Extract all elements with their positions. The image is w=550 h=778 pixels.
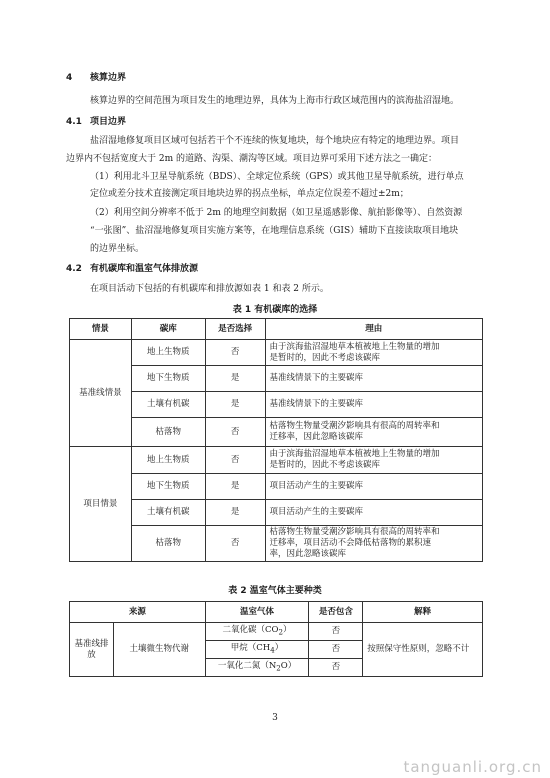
section-number: 4.1 — [66, 117, 82, 127]
table2 — [69, 601, 483, 677]
p42-paragraph: 在项目活动下包括的有机碳库和排放源如表 1 和表 2 所示。 — [90, 284, 329, 294]
p41-line: 定位或差分技术直接测定项目地块边界的拐点坐标，单点定位误差不超过±2m； — [90, 189, 409, 199]
reason-line: 由于滨海盐沼湿地草本植被地上生物量的增加 — [269, 449, 440, 459]
table2-header-cell: 解释 — [363, 602, 483, 623]
table-row — [70, 366, 483, 392]
reason-line: 迁移率，因此忽略该碳库 — [269, 432, 364, 442]
gas-cell — [205, 623, 309, 641]
reason-cell — [265, 447, 482, 474]
table-row — [70, 392, 483, 418]
reason-line: 是暂时的，因此不考虑该碳库 — [269, 460, 381, 470]
table-row — [70, 447, 483, 474]
include-cell: 否 — [309, 641, 363, 659]
watermark: tanguanli.org.cn — [403, 758, 542, 776]
pool-cell: 地上生物质 — [131, 447, 205, 474]
reason-line: 率，因此忽略该碳库 — [269, 549, 347, 559]
pool-cell: 地下生物质 — [131, 474, 205, 500]
gas-subscript: 4 — [270, 645, 275, 655]
table-row — [70, 340, 483, 366]
select-cell: 是 — [205, 500, 265, 526]
section-number: 4.2 — [66, 264, 82, 274]
pool-cell: 土壤有机碳 — [131, 500, 205, 526]
p41-line: 的边界坐标。 — [90, 244, 145, 254]
table2-caption: 表 2 温室气体主要种类 — [228, 586, 322, 596]
gas-cell — [205, 659, 309, 677]
reason-line: 迁移率，项目活动不会降低枯落物的累积速 — [269, 538, 432, 548]
scenario-cell: 基准线情景 — [70, 340, 132, 447]
select-cell: 否 — [205, 526, 265, 562]
reason-cell: 项目活动产生的主要碳库 — [265, 474, 482, 500]
reason-line: 枯落物生物量受潮汐影响具有很高的周转率和 — [269, 527, 440, 537]
gas-cell — [205, 641, 309, 659]
pool-cell: 枯落物 — [131, 526, 205, 562]
select-cell: 否 — [205, 340, 265, 366]
pool-cell: 地上生物质 — [131, 340, 205, 366]
gas-tail: ） — [283, 625, 292, 636]
table-row — [70, 500, 483, 526]
section-number: 4 — [66, 73, 73, 83]
table1-header-row — [70, 319, 483, 340]
table-row — [70, 526, 483, 562]
explain-cell: 按照保守性原则，忽略不计 — [363, 623, 483, 677]
reason-cell: 项目活动产生的主要碳库 — [265, 500, 482, 526]
select-cell: 是 — [205, 366, 265, 392]
p41-line: 盐沼湿地修复项目区域可包括若干个不连续的恢复地块，每个地块应有特定的地理边界。项目 — [90, 136, 460, 146]
reason-cell — [265, 526, 482, 562]
table-row — [70, 623, 483, 641]
pool-cell: 枯落物 — [131, 418, 205, 447]
table1-header-cell: 碳库 — [131, 319, 205, 340]
table1-header-cell: 是否选择 — [205, 319, 265, 340]
table-row — [70, 418, 483, 447]
table-row — [70, 474, 483, 500]
page-number: 3 — [272, 713, 278, 723]
p41-line: （2）利用空间分辨率不低于 2m 的地理空间数据（如卫星遥感影像、航拍影像等）、自然资源 — [90, 208, 463, 218]
p41-line: （1）利用北斗卫星导航系统（BDS）、全球定位系统（GPS）或其他卫星导航系统，进行单点 — [90, 172, 464, 182]
gas-name: 甲烷（CH — [230, 643, 271, 654]
table2-header-row — [70, 602, 483, 623]
reason-cell — [265, 340, 482, 366]
select-cell: 否 — [205, 418, 265, 447]
table2-header-cell: 是否包含 — [309, 602, 363, 623]
p41-line: “一张图”、盐沼湿地修复项目实施方案等，在地理信息系统（GIS）辅助下直接读取项目地块 — [90, 226, 459, 236]
reason-cell: 基准线情景下的主要碳库 — [265, 392, 482, 418]
pool-cell: 地下生物质 — [131, 366, 205, 392]
section-title: 项目边界 — [90, 117, 127, 127]
table1-header-cell: 情景 — [70, 319, 132, 340]
table1-caption: 表 1 有机碳库的选择 — [232, 305, 318, 315]
gas-subscript: 2 — [278, 627, 284, 637]
scenario-cell: 项目情景 — [70, 447, 132, 562]
include-cell: 否 — [309, 659, 363, 677]
section-4-1-heading — [66, 116, 126, 128]
include-cell: 否 — [309, 623, 363, 641]
reason-line: 由于滨海盐沼湿地草本植被地上生物量的增加 — [269, 341, 440, 352]
reason-cell: 基准线情景下的主要碳库 — [265, 366, 482, 392]
table2-header-cell: 温室气体 — [205, 602, 309, 623]
table2-header-cell: 来源 — [70, 602, 206, 623]
gas-subscript: 2 — [276, 663, 281, 673]
section-title: 核算边界 — [90, 73, 127, 83]
intro-paragraph: 核算边界的空间范围为项目发生的地理边界，具体为上海市行政区域范围内的滨海盐沼湿地。 — [90, 96, 460, 106]
section-title: 有机碳库和温室气体排放源 — [90, 264, 199, 274]
gas-name: 二氧化碳（CO — [222, 625, 279, 636]
select-cell: 是 — [205, 392, 265, 418]
p41-line: 边界内不包括宽度大于 2m 的道路、沟渠、潮沟等区域。项目边界可采用下述方法之一确定： — [66, 154, 437, 164]
gas-tail: ） — [274, 643, 284, 654]
select-cell: 是 — [205, 474, 265, 500]
reason-cell — [265, 418, 482, 447]
reason-line: 枯落物生物量受潮汐影响具有很高的周转率和 — [269, 421, 440, 431]
table1 — [69, 318, 483, 562]
gas-name: 一氧化二氮（N — [217, 661, 277, 672]
source-cell: 土壤微生物代谢 — [113, 623, 205, 677]
pool-cell: 土壤有机碳 — [131, 392, 205, 418]
gas-tail: O） — [280, 661, 297, 672]
scenario-cell: 基准线排放 — [70, 623, 114, 677]
table1-header-cell: 理由 — [265, 319, 482, 340]
section-4-2-heading — [66, 263, 198, 275]
select-cell: 否 — [205, 447, 265, 474]
section-4-heading — [66, 72, 126, 84]
reason-line: 是暂时的，因此不考虑该碳库 — [269, 352, 381, 363]
